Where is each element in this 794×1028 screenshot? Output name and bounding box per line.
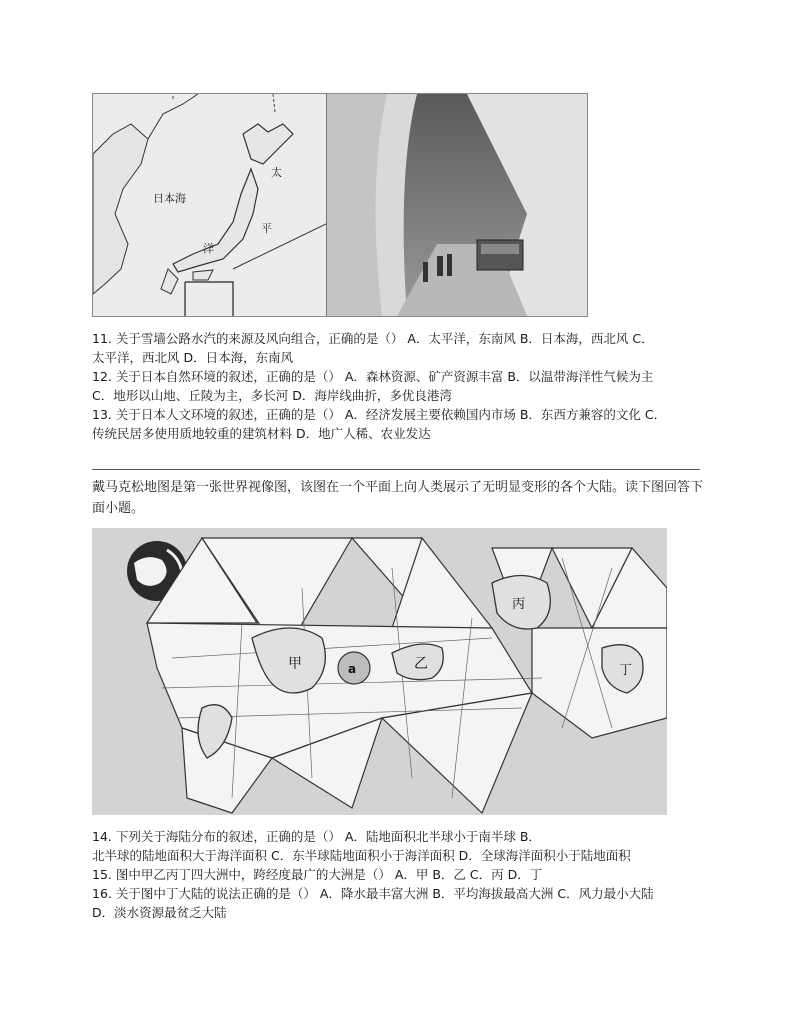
section-divider xyxy=(92,469,700,470)
japan-map xyxy=(93,94,327,316)
question-line: 北半球的陆地面积大于海洋面积 C．东半球陆地面积小于海洋面积 D．全球海洋面积小于陆地面积 xyxy=(92,848,631,863)
question-line: 传统民居多使用质地较重的建筑材料 D．地广人稀、农业发达 xyxy=(92,426,431,441)
question-line: 14. 下列关于海陆分布的叙述，正确的是（） A．陆地面积北半球小于南半球 B． xyxy=(92,829,541,844)
question-line: D．淡水资源最贫乏大陆 xyxy=(92,905,227,920)
question-line: 太平洋，西北风 D．日本海，东南风 xyxy=(92,350,294,365)
question-line: C．地形以山地、丘陵为主，多长河 D．海岸线曲折，多优良港湾 xyxy=(92,388,452,403)
continent-label-jia: 甲 xyxy=(288,656,302,672)
ocean-label-1: 太 xyxy=(271,166,282,179)
ocean-label-2: 平 xyxy=(261,222,272,235)
continent-label-bing: 丙 xyxy=(512,597,526,612)
figure-japan xyxy=(92,93,588,317)
question-line: 16. 关于图中丁大陆的说法正确的是（） A．降水最丰富大洲 B．平均海拔最高大洲 C．风力最小大陆 xyxy=(92,886,654,901)
dymaxion-map xyxy=(92,528,667,815)
ocean-label-3: 洋 xyxy=(203,242,214,255)
question-line: 12. 关于日本自然环境的叙述，正确的是（） A．森林资源、矿产资源丰富 B．以温带海洋性气候为主 xyxy=(92,369,654,384)
intro-text: 戴马克松地图是第一张世界视像图，该图在一个平面上向人类展示了无明显变形的各个大陆。读下图回答下面小题。 xyxy=(92,480,704,516)
continent-label-yi: 乙 xyxy=(414,656,428,672)
sea-of-japan-label: 日本海 xyxy=(153,192,186,205)
pole-label-a: a xyxy=(348,662,357,676)
continent-label-ding: 丁 xyxy=(619,663,633,678)
question-line: 11. 关于雪墙公路水汽的来源及风向组合，正确的是（） A．太平洋，东南风 B．日本海，西北风 C． xyxy=(92,331,654,346)
snow-wall-photo xyxy=(327,94,587,316)
question-line: 13. 关于日本人文环境的叙述，正确的是（） A．经济发展主要依赖国内市场 B．东西方兼容的文化 C． xyxy=(92,407,667,422)
question-line: 15. 图中甲乙丙丁四大洲中，跨经度最广的大洲是（） A．甲 B．乙 C．丙 D．丁 xyxy=(92,867,543,882)
